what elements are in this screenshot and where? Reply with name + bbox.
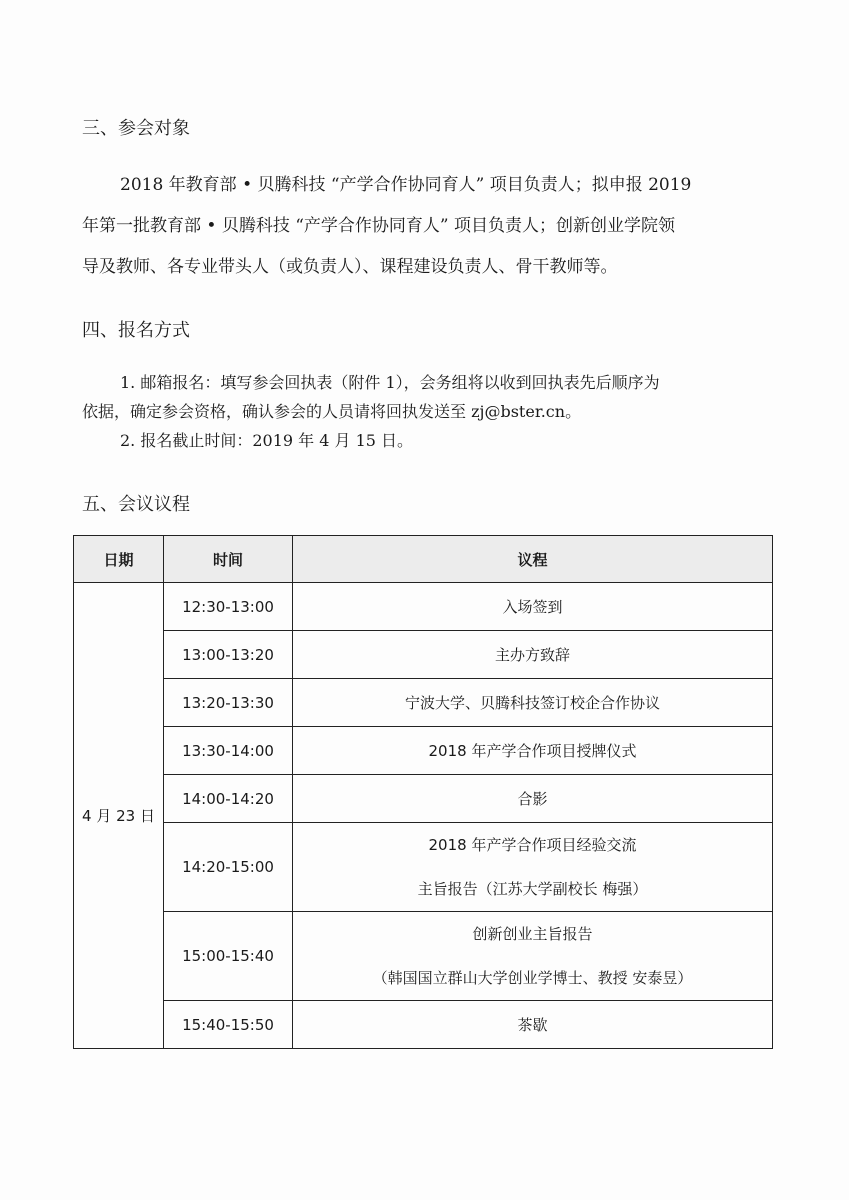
time-cell: 15:40-15:50 [164,1001,293,1049]
agenda-cell: 宁波大学、贝腾科技签订校企合作协议 [293,679,773,727]
table-row [74,583,773,631]
participants-paragraph [82,165,772,288]
agenda-cell: 入场签到 [293,583,773,631]
column-header-agenda: 议程 [293,536,773,583]
agenda-cell [293,823,773,912]
time-cell: 13:20-13:30 [164,679,293,727]
time-cell: 13:00-13:20 [164,631,293,679]
heading-participants: 三、参会对象 [82,118,190,139]
agenda-cell: 主办方致辞 [293,631,773,679]
time-cell: 14:00-14:20 [164,775,293,823]
agenda-line: 主旨报告（江苏大学副校长 梅强） [417,880,648,898]
heading-registration: 四、报名方式 [82,320,190,341]
paragraph-line: 依据，确定参会资格，确认参会的人员请将回执发送至 zj@bster.cn。 [82,402,582,421]
agenda-cell: 茶歇 [293,1001,773,1049]
registration-deadline: 2. 报名截止时间：2019 年 4 月 15 日。 [120,431,414,450]
agenda-line: （韩国国立群山大学创业学博士、教授 安泰昱） [372,969,693,987]
time-cell: 15:00-15:40 [164,912,293,1001]
table-row [74,912,773,1001]
column-header-date: 日期 [74,536,164,583]
agenda-line: 2018 年产学合作项目经验交流 [428,836,637,854]
table-row [74,1001,773,1049]
table-row [74,727,773,775]
time-cell: 13:30-14:00 [164,727,293,775]
table-header-row [74,536,773,583]
table-row [74,679,773,727]
table-row [74,823,773,912]
time-cell: 12:30-13:00 [164,583,293,631]
agenda-line: 创新创业主旨报告 [472,925,593,943]
paragraph-line: 年第一批教育部 • 贝腾科技 “产学合作协同育人” 项目负责人；创新创业学院领 [82,216,676,236]
registration-paragraph [82,368,782,455]
agenda-cell: 2018 年产学合作项目授牌仪式 [293,727,773,775]
agenda-cell: 合影 [293,775,773,823]
paragraph-line: 1. 邮箱报名：填写参会回执表（附件 1），会务组将以收到回执表先后顺序为 [120,373,660,392]
column-header-time: 时间 [164,536,293,583]
agenda-cell [293,912,773,1001]
heading-agenda: 五、会议议程 [82,494,190,515]
paragraph-line: 导及教师、各专业带头人（或负责人）、课程建设负责人、骨干教师等。 [82,257,618,277]
time-cell: 14:20-15:00 [164,823,293,912]
paragraph-line: 2018 年教育部 • 贝腾科技 “产学合作协同育人” 项目负责人；拟申报 2019 [120,175,692,195]
table-row [74,631,773,679]
date-cell: 4 月 23 日 [74,583,164,1049]
agenda-table [73,535,773,1049]
table-row [74,775,773,823]
